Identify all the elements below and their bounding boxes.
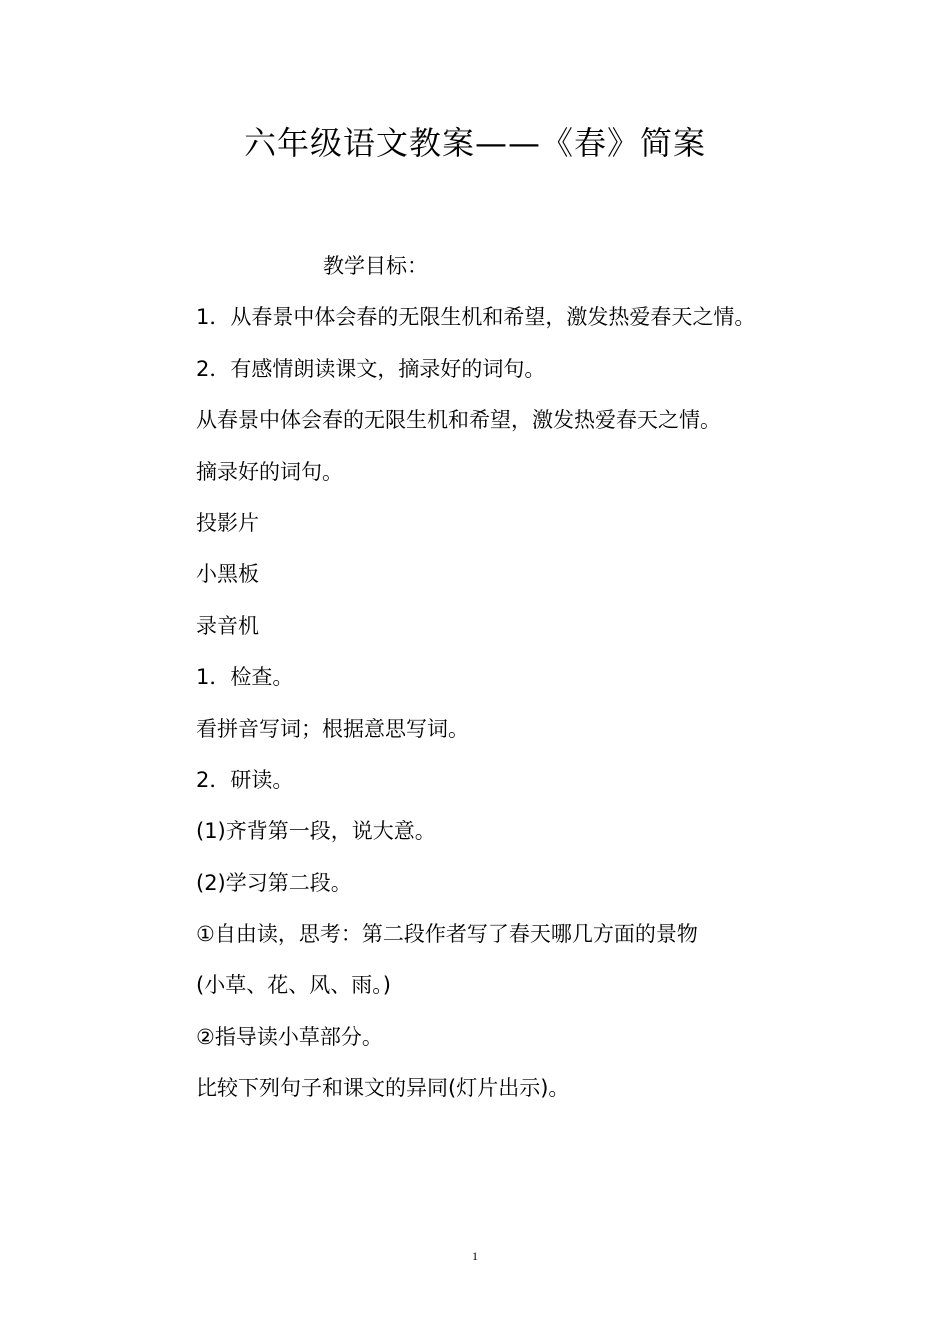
paragraph: 看拼音写词；根据意思写词。: [196, 716, 469, 741]
paragraph: (1)齐背第一段，说大意。: [196, 819, 436, 844]
paragraph: (2)学习第二段。: [196, 870, 352, 895]
paragraph: 投影片: [196, 510, 259, 535]
paragraph: 2．研读。: [196, 767, 294, 792]
paragraph: 小黑板: [196, 562, 259, 587]
document-body: [196, 250, 836, 1124]
section-heading-teaching-goals: 教学目标：: [323, 254, 428, 278]
paragraph: 摘录好的词句。: [196, 459, 343, 484]
paragraph: 比较下列句子和课文的异同(灯片出示)。: [196, 1076, 570, 1101]
paragraph: 2．有感情朗读课文，摘录好的词句。: [196, 356, 546, 381]
paragraph: ①自由读，思考：第二段作者写了春天哪几方面的景物: [196, 922, 698, 947]
paragraph: 1．检查。: [196, 665, 294, 690]
paragraph: 1．从春景中体会春的无限生机和希望，激发热爱春天之情。: [196, 305, 756, 330]
paragraph: 从春景中体会春的无限生机和希望，激发热爱春天之情。: [196, 408, 721, 433]
document-title: 六年级语文教案——《春》简案: [243, 124, 706, 162]
page-number: 1: [472, 1249, 478, 1263]
paragraph: ②指导读小草部分。: [196, 1024, 383, 1049]
paragraph: (小草、花、风、雨。): [196, 973, 391, 998]
paragraph: 录音机: [196, 613, 259, 638]
